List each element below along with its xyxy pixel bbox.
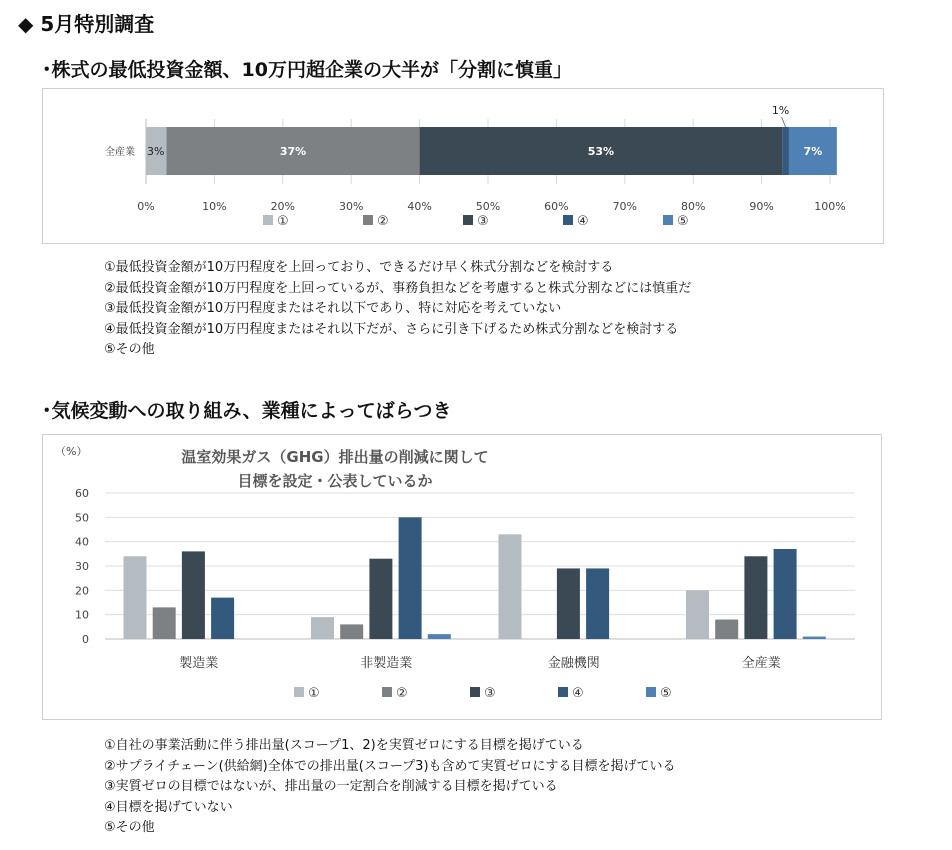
legend-swatch (663, 215, 673, 225)
legend-label: ② (377, 214, 389, 229)
y-tick-label: 40 (75, 535, 89, 549)
data-label: 53% (587, 145, 615, 158)
x-tick-label: 0% (137, 200, 155, 213)
y-tick-label: 50 (75, 511, 89, 525)
legend-swatch (263, 215, 273, 225)
legend-label: ③ (477, 214, 489, 229)
category-label: 非製造業 (360, 656, 413, 671)
note-item: ③実質ゼロの目標ではないが、排出量の一定割合を削減する目標を掲げている (104, 779, 558, 795)
legend-swatch (563, 215, 573, 225)
x-tick-label: 50% (475, 200, 501, 213)
x-tick-label: 100% (814, 200, 846, 213)
legend-swatch (470, 687, 480, 697)
x-tick-label: 90% (749, 200, 774, 213)
legend-label: ④ (577, 214, 589, 229)
note-item: ①最低投資金額が10万円程度を上回っており、できるだけ早く株式分割などを検討する (104, 260, 614, 275)
main-heading: ◆ 5月特別調査 (18, 12, 155, 36)
legend-label: ② (396, 686, 408, 701)
section1-notes (104, 258, 691, 361)
x-tick-label: 60% (544, 200, 569, 213)
x-tick-label: 20% (270, 200, 296, 213)
bar (774, 549, 797, 639)
section1-heading: ･株式の最低投資金額、10万円超企業の大半が「分割に慎重」 (42, 59, 572, 81)
y-tick-label: 10 (75, 608, 89, 622)
legend-swatch (646, 687, 656, 697)
data-label: 3% (147, 145, 165, 158)
y-axis-unit: （%） (55, 445, 88, 458)
stacked-bar-chart-panel (42, 88, 884, 244)
x-tick-label: 10% (202, 200, 227, 213)
x-tick-label: 80% (680, 200, 706, 213)
bar (153, 607, 176, 639)
note-item: ④最低投資金額が10万円程度またはそれ以下だが、さらに引き下げるため株式分割などを検討する (104, 321, 679, 337)
stacked-bar-chart (43, 89, 883, 243)
note-item: ②最低投資金額が10万円程度を上回っているが、事務負担などを考慮すると株式分割などには慎重だ (104, 280, 692, 296)
legend-label: ⑤ (660, 686, 672, 701)
legend-swatch (382, 687, 392, 697)
bar (557, 568, 580, 639)
bar (340, 624, 363, 639)
bar (369, 559, 392, 639)
legend-swatch (463, 215, 473, 225)
data-label: 37% (279, 145, 307, 158)
y-tick-label: 60 (75, 487, 89, 500)
legend-label: ④ (572, 686, 584, 701)
bar (803, 637, 826, 639)
y-tick-label: 30 (75, 560, 89, 573)
bar (586, 568, 609, 639)
category-label: 製造業 (179, 656, 219, 671)
x-tick-label: 70% (612, 200, 638, 213)
bar (182, 551, 205, 639)
legend-label: ① (277, 214, 289, 229)
section2-heading: ･気候変動への取り組み、業種によってばらつき (42, 400, 452, 422)
note-item: ④目標を掲げていない (104, 799, 233, 815)
y-tick-label: 0 (82, 633, 89, 646)
data-label: 1% (771, 104, 790, 117)
legend-label: ⑤ (677, 214, 689, 229)
category-label: 全産業 (105, 147, 135, 158)
y-tick-label: 20 (75, 584, 89, 598)
legend-swatch (363, 215, 373, 225)
bar (428, 634, 451, 639)
note-item: ②サプライチェーン(供給網)全体での排出量(スコープ3)も含めて実質ゼロにする目標を掲げている (104, 758, 676, 774)
x-tick-label: 30% (338, 200, 364, 213)
note-item: ⑤その他 (104, 820, 155, 836)
chart-title-line: 温室効果ガス（GHG）排出量の削減に関して (181, 448, 489, 466)
leader-line (782, 117, 786, 127)
bar (211, 598, 234, 639)
bar-segment (782, 127, 789, 175)
legend-swatch (558, 687, 568, 697)
legend-label: ① (308, 686, 320, 701)
bar (499, 534, 522, 639)
note-item: ①自社の事業活動に伴う排出量(スコープ1、2)を実質ゼロにする目標を掲げている (104, 738, 584, 753)
bar (124, 556, 147, 639)
bar (715, 620, 738, 639)
data-label: 7% (803, 145, 823, 158)
note-item: ③最低投資金額が10万円程度またはそれ以下であり、特に対応を考えていない (104, 301, 562, 317)
x-tick-label: 40% (407, 200, 432, 213)
chart-title-line: 目標を設定・公表しているか (237, 472, 433, 490)
grouped-bar-chart (43, 435, 881, 719)
note-item: ⑤その他 (104, 342, 155, 358)
legend-label: ③ (484, 686, 496, 701)
section2-notes (104, 736, 676, 839)
bar (311, 617, 334, 639)
category-label: 全産業 (741, 656, 781, 671)
bar (744, 556, 767, 639)
bar (399, 517, 422, 639)
legend-swatch (294, 687, 304, 697)
category-label: 金融機関 (547, 656, 600, 671)
grouped-bar-chart-panel (42, 434, 882, 720)
bar (686, 590, 709, 639)
